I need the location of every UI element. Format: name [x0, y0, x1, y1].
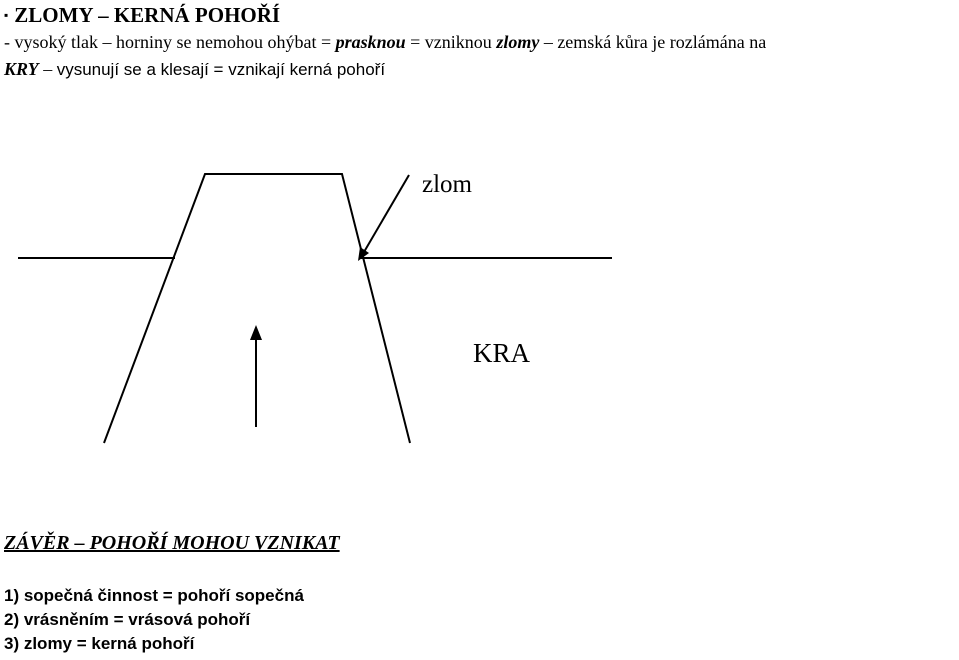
intro-dash: –	[38, 59, 57, 79]
kra-label: KRA	[473, 338, 531, 368]
intro-text-3: – zemská kůra je rozlámána na	[539, 32, 767, 52]
list-item: 3) zlomy = kerná pohoří	[4, 634, 195, 653]
intro-text-4: vysunují se a klesají = vznikají kerná pohoří	[56, 60, 386, 79]
intro-text-2: = vzniknou	[405, 32, 497, 52]
zlom-label: zlom	[422, 171, 472, 198]
zlom-arrow-shaft	[364, 175, 409, 252]
intro-text-1: - vysoký tlak – horniny se nemohou ohýbat =	[4, 32, 336, 52]
term-kry: KRY	[4, 59, 39, 79]
heading-title: ZLOMY – KERNÁ POHOŘÍ	[14, 3, 281, 27]
uplift-arrowhead-icon	[250, 325, 262, 340]
term-prasknou: prasknou	[335, 32, 406, 52]
list-item: 1) sopečná činnost = pohoří sopečná	[4, 586, 304, 605]
conclusion-list	[4, 584, 304, 656]
conclusion-title: ZÁVĚR – POHOŘÍ MOHOU VZNIKAT	[4, 532, 340, 554]
term-zlomy: zlomy	[496, 32, 540, 52]
bullet-icon: ▪	[4, 8, 9, 23]
list-item: 2) vrásněním = vrásová pohoří	[4, 610, 251, 629]
